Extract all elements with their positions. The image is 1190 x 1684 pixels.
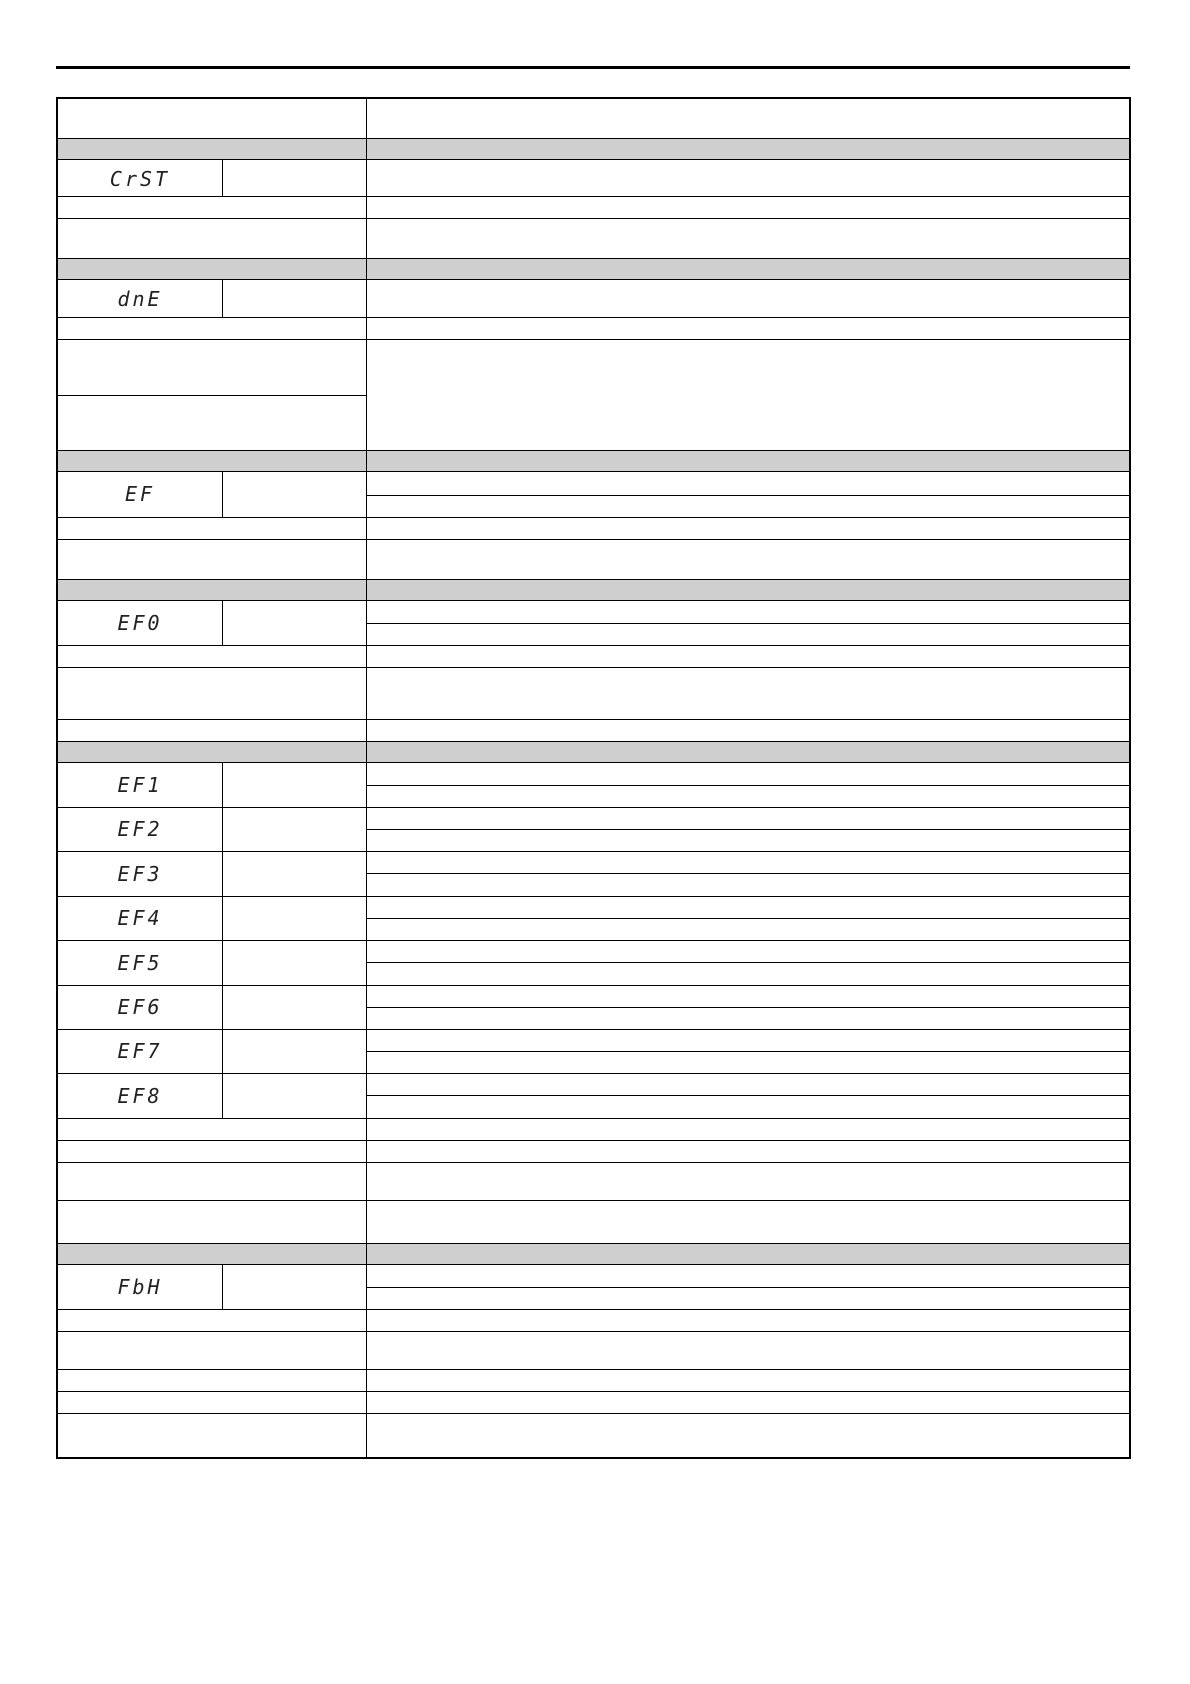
- row-line: [58, 741, 1129, 742]
- row-line: [58, 1200, 1129, 1201]
- row-line: [58, 317, 1129, 318]
- row-line: [58, 1369, 1129, 1370]
- row-line: [58, 940, 1129, 941]
- fault-code-ef: EF: [124, 482, 156, 506]
- fault-code-ef4: EF4: [117, 906, 163, 930]
- fault-code-crst: CrST: [109, 167, 171, 191]
- row-line: [58, 450, 1129, 451]
- row-line-right: [366, 1051, 1129, 1052]
- fault-code-ef6: EF6: [117, 995, 163, 1019]
- fault-code-fbh: FbH: [117, 1275, 163, 1299]
- row-line: [58, 985, 1129, 986]
- section-header-dne: [58, 259, 1129, 280]
- row-line: [58, 579, 1129, 580]
- row-line: [58, 719, 1129, 720]
- fault-code-ef5: EF5: [117, 951, 163, 975]
- row-line-right: [366, 623, 1129, 624]
- section-header-ef0: [58, 580, 1129, 601]
- row-line: [58, 1309, 1129, 1310]
- row-line-right: [366, 962, 1129, 963]
- row-line: [58, 896, 1129, 897]
- row-line-right: [366, 785, 1129, 786]
- row-line: [58, 851, 1129, 852]
- row-line: [58, 1073, 1129, 1074]
- header-rule: [56, 66, 1130, 69]
- section-header-ef1-8: [58, 742, 1129, 763]
- row-line: [58, 1243, 1129, 1244]
- fault-code-ef1: EF1: [117, 773, 163, 797]
- fault-table: [56, 97, 1131, 1459]
- fault-code-ef8: EF8: [117, 1084, 163, 1108]
- row-line-right: [366, 873, 1129, 874]
- row-line: [58, 1264, 1129, 1265]
- row-line: [58, 1331, 1129, 1332]
- row-line-left: [58, 395, 366, 396]
- fault-code-ef7: EF7: [117, 1039, 163, 1063]
- code-divider: [222, 472, 223, 517]
- row-line-right: [366, 1287, 1129, 1288]
- row-line: [58, 1413, 1129, 1414]
- code-divider: [222, 601, 223, 645]
- row-line: [58, 258, 1129, 259]
- row-line: [58, 1391, 1129, 1392]
- row-line-right: [366, 829, 1129, 830]
- row-line-right: [366, 1095, 1129, 1096]
- row-line: [58, 517, 1129, 518]
- row-line: [58, 645, 1129, 646]
- fault-code-ef2: EF2: [117, 817, 163, 841]
- section-header-crst: [58, 139, 1129, 160]
- row-line: [58, 159, 1129, 160]
- row-line-right: [366, 1007, 1129, 1008]
- row-line: [58, 218, 1129, 219]
- row-line: [58, 539, 1129, 540]
- section-header-ef: [58, 451, 1129, 472]
- row-line: [58, 807, 1129, 808]
- row-line-right: [366, 495, 1129, 496]
- fault-code-dne: dnE: [117, 287, 163, 311]
- fault-code-ef0: EF0: [117, 611, 163, 635]
- fault-code-ef3: EF3: [117, 862, 163, 886]
- code-divider: [222, 1265, 223, 1309]
- row-line: [58, 600, 1129, 601]
- code-divider: [222, 160, 223, 197]
- row-line: [58, 196, 1129, 197]
- row-line: [58, 762, 1129, 763]
- row-line: [58, 1118, 1129, 1119]
- row-line-right: [366, 918, 1129, 919]
- row-line: [58, 1140, 1129, 1141]
- row-line: [58, 667, 1129, 668]
- row-line: [58, 279, 1129, 280]
- code-divider: [222, 280, 223, 318]
- column-divider: [366, 99, 367, 1457]
- row-line: [58, 1029, 1129, 1030]
- section-header-fbh: [58, 1244, 1129, 1265]
- row-line: [58, 339, 1129, 340]
- row-line: [58, 471, 1129, 472]
- row-line: [58, 138, 1129, 139]
- row-line: [58, 1162, 1129, 1163]
